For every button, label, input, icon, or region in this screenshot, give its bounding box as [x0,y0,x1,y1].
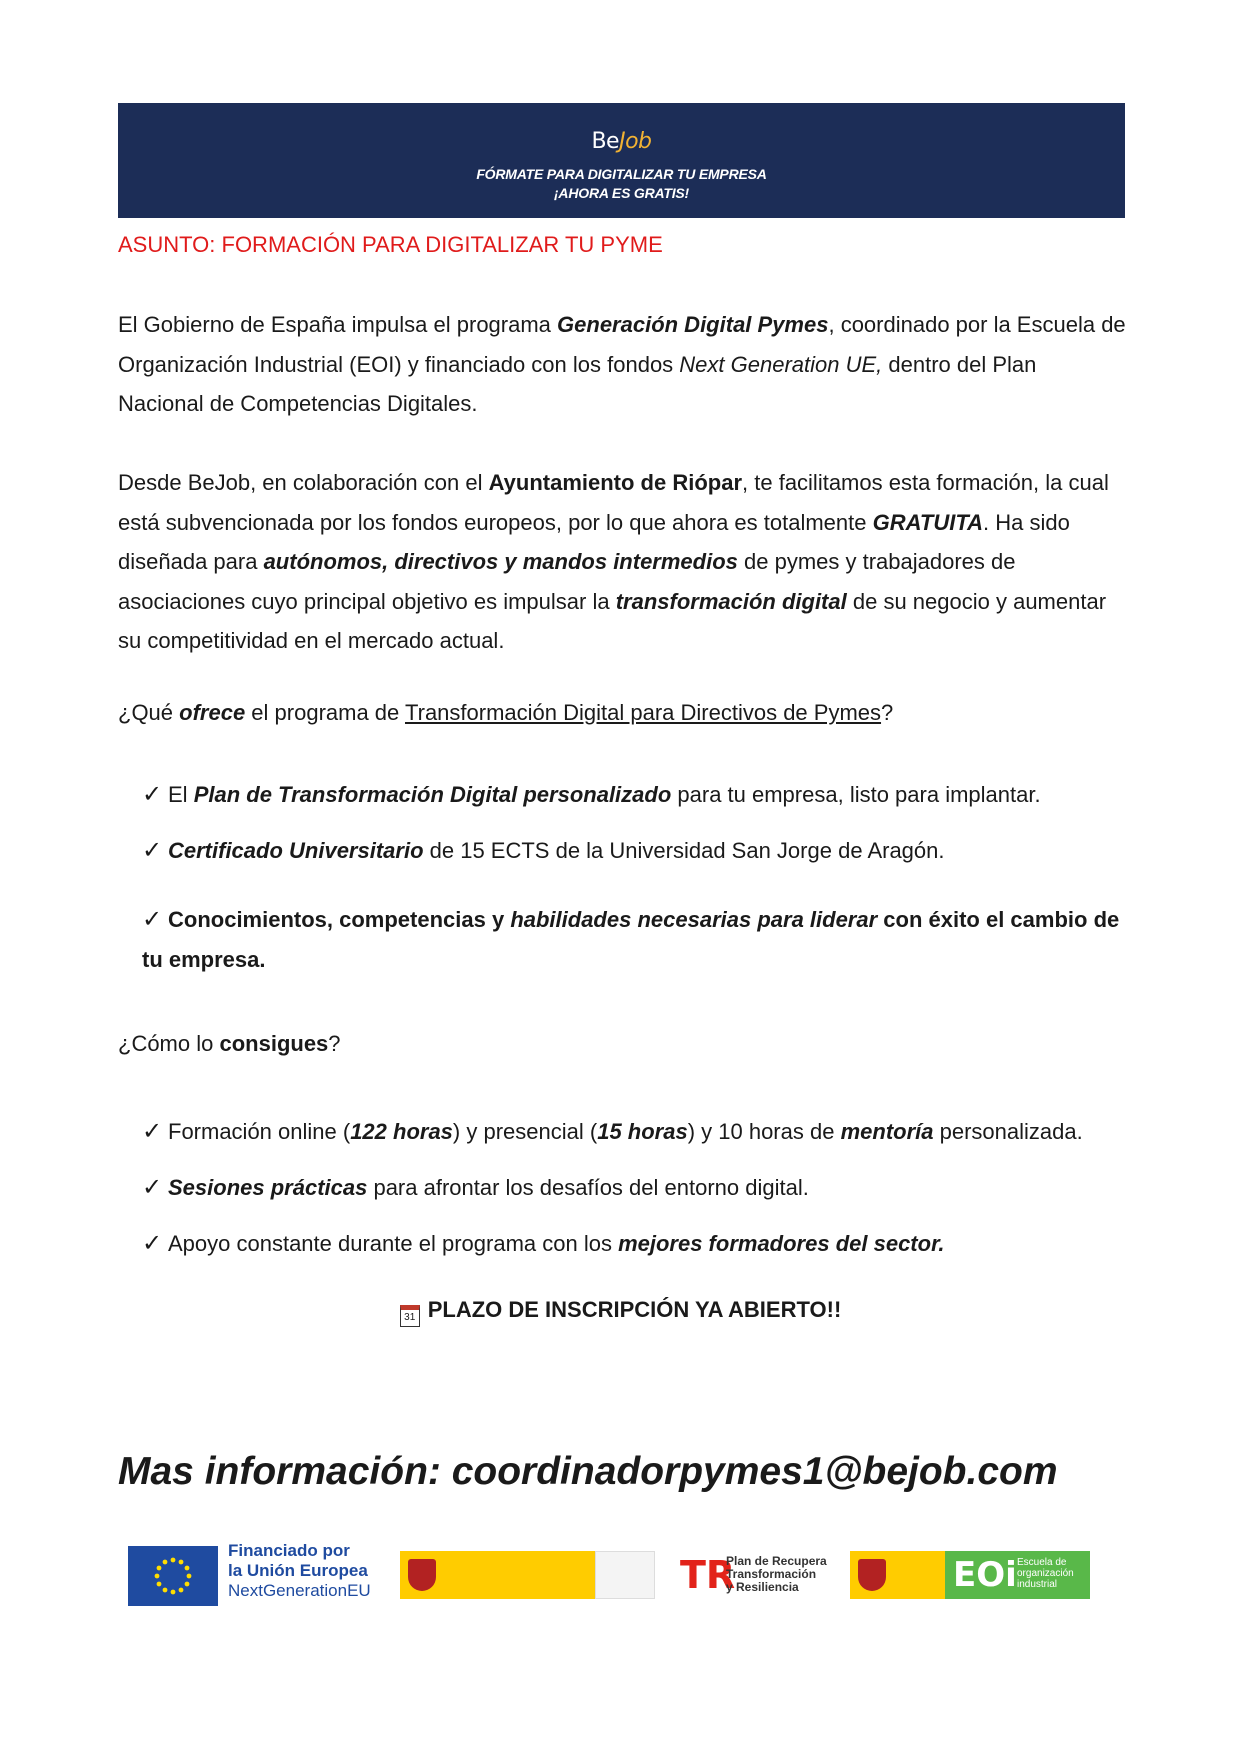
offer-question: ¿Qué ofrece el programa de Transformación Digital para Directivos de Pymes? [118,700,894,725]
header-banner [118,103,1125,218]
prr-mark-icon: TR [680,1553,736,1597]
program-link[interactable]: Transformación Digital para Directivos de Pymes [405,700,882,725]
banner-line-2: ¡AHORA ES GRATIS! [553,185,690,201]
logo-be: Be [591,129,620,154]
government-ministry-logo [400,1551,655,1599]
recovery-plan-logo: TR Plan de Recupera Transformación y Resiliencia [680,1553,827,1597]
funding-logos [0,1535,1241,1605]
how-item: ✓ Sesiones prácticas para afrontar los desafíos del entorno digital. [142,1168,1132,1208]
collaboration-paragraph: Desde BeJob, en colaboración con el Ayuntamiento de Riópar, te facilitamos esta formación, la cual está subvencionada por los fondos europeos, por lo que ahora es totalmente GRATUITA. Ha sido diseñada para autónomos, directivos y mandos intermedios de pymes y trabajadores de asociaciones cuyo principal objetivo es impulsar la transformación digital de su negocio y aumentar su competitividad en el mercado actual. [118,470,1109,653]
eu-flag-icon [128,1546,218,1606]
check-icon: ✓ [142,780,163,808]
banner-line-1: FÓRMATE PARA DIGITALIZAR TU EMPRESA [476,166,767,182]
check-icon: ✓ [142,836,163,864]
calendar-icon: 31 [400,1305,420,1327]
how-item: ✓ Apoyo constante durante el programa con los mejores formadores del sector. [142,1224,1132,1264]
offer-item: ✓ Certificado Universitario de 15 ECTS de la Universidad San Jorge de Aragón. [142,831,1132,871]
bejob-logo [118,129,1125,154]
check-icon: ✓ [142,905,163,933]
offer-item: ✓ El Plan de Transformación Digital personalizado para tu empresa, listo para implantar. [142,775,1132,815]
offer-item: ✓ Conocimientos, competencias y habilidades necesarias para liderar con éxito el cambio de tu empresa. [142,900,1132,979]
spain-shield-icon [858,1559,886,1591]
check-icon: ✓ [142,1117,163,1145]
registration-deadline: 31 PLAZO DE INSCRIPCIÓN YA ABIERTO!! [0,1297,1241,1327]
spain-shield-icon [408,1559,436,1591]
eoi-logo: EOi Escuela de organización industrial [850,1551,1090,1599]
how-item: ✓ Formación online (122 horas) y presencial (15 horas) y 10 horas de mentoría personalizada. [142,1112,1132,1152]
logo-job: Job [619,129,652,154]
more-info-contact: Mas información: coordinadorpymes1@bejob.com [118,1450,1058,1493]
subject-line: ASUNTO: FORMACIÓN PARA DIGITALIZAR TU PYME [118,232,663,257]
check-icon: ✓ [142,1229,163,1257]
check-icon: ✓ [142,1173,163,1201]
intro-paragraph: El Gobierno de España impulsa el programa Generación Digital Pymes, coordinado por la Escuela de Organización Industrial (EOI) y financiado con los fondos Next Generation UE, dentro del Plan Nacional de Competencias Digitales. [118,312,1126,416]
how-question: ¿Cómo lo consigues? [118,1031,341,1056]
eu-funding-text: Financiado por la Unión Europea NextGenerationEU [228,1541,371,1600]
